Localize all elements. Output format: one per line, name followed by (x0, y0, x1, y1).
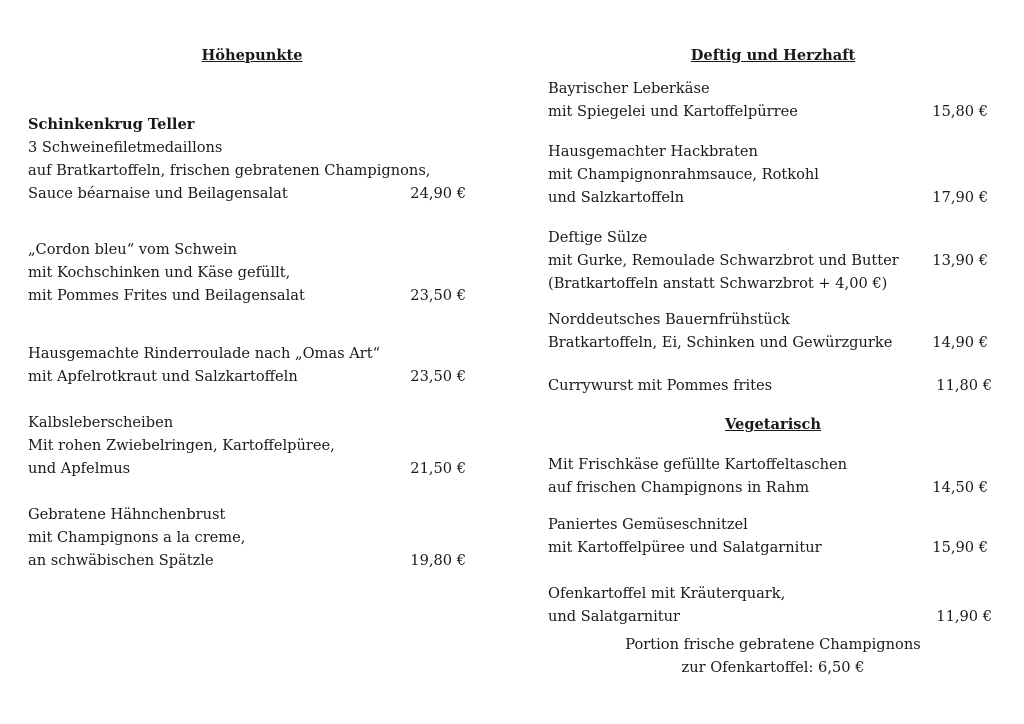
dish-title: Kalbsleberscheiben (28, 414, 174, 431)
dish-title: Norddeutsches Bauernfrühstück (548, 311, 790, 328)
dish-line: und Salzkartoffeln (548, 189, 685, 206)
dish-line: mit Gurke, Remoulade Schwarzbrot und Butter (548, 252, 899, 269)
dish-line: Sauce béarnaise und Beilagensalat (28, 185, 288, 202)
dish-price: 11,90 € (936, 608, 992, 625)
section-heading-deftig: Deftig und Herzhaft (690, 47, 856, 64)
dish-line: mit Kochschinken und Käse gefüllt, (28, 264, 291, 281)
dish-price: 15,90 € (932, 539, 988, 556)
dish-line: mit Pommes Frites und Beilagensalat (28, 287, 305, 304)
dish-line: mit Champignonrahmsauce, Rotkohl (548, 166, 819, 183)
section-heading-vegetarisch: Vegetarisch (725, 416, 821, 433)
dish-line: mit Champignons a la creme, (28, 529, 246, 546)
dish-price: 24,90 € (410, 185, 466, 202)
dish-note: (Bratkartoffeln anstatt Schwarzbrot + 4,00 €) (548, 275, 888, 292)
dish-line: mit Kartoffelpüree und Salatgarnitur (548, 539, 822, 556)
dish-line: auf Bratkartoffeln, frischen gebratenen Champignons, (28, 162, 431, 179)
dish-price: 23,50 € (410, 368, 466, 385)
dish-price: 11,80 € (936, 377, 992, 394)
dish-title: Mit Frischkäse gefüllte Kartoffeltaschen (548, 456, 848, 473)
dish-price: 23,50 € (410, 287, 466, 304)
dish-price: 19,80 € (410, 552, 466, 569)
dish-line: Bratkartoffeln, Ei, Schinken und Gewürzgurke (548, 334, 893, 351)
dish-line: mit Apfelrotkraut und Salzkartoffeln (28, 368, 298, 385)
dish-title: Gebratene Hähnchenbrust (28, 506, 226, 523)
dish-title: Bayrischer Leberkäse (548, 80, 710, 97)
side-note-line: Portion frische gebratene Champignons (625, 636, 921, 653)
dish-line: und Salatgarnitur (548, 608, 681, 625)
section-heading-hoehepunkte: Höhepunkte (201, 47, 303, 64)
dish-title: Paniertes Gemüseschnitzel (548, 516, 748, 533)
dish-line: an schwäbischen Spätzle (28, 552, 214, 569)
side-note-line: zur Ofenkartoffel: 6,50 € (681, 659, 865, 676)
dish-price: 13,90 € (932, 252, 988, 269)
dish-title: Currywurst mit Pommes frites (548, 377, 773, 394)
dish-line: mit Spiegelei und Kartoffelpürree (548, 103, 798, 120)
dish-price: 21,50 € (410, 460, 466, 477)
dish-line: und Apfelmus (28, 460, 131, 477)
dish-line: 3 Schweinefiletmedaillons (28, 139, 223, 156)
dish-title: Deftige Sülze (548, 229, 648, 246)
dish-price: 15,80 € (932, 103, 988, 120)
dish-price: 14,50 € (932, 479, 988, 496)
dish-title: Hausgemachte Rinderroulade nach „Omas Art“ (28, 345, 381, 362)
dish-title: Ofenkartoffel mit Kräuterquark, (548, 585, 786, 602)
dish-title: Hausgemachter Hackbraten (548, 143, 758, 160)
dish-title: Schinkenkrug Teller (28, 116, 195, 133)
dish-title: „Cordon bleu“ vom Schwein (28, 241, 238, 258)
dish-price: 17,90 € (932, 189, 988, 206)
dish-line: Mit rohen Zwiebelringen, Kartoffelpüree, (28, 437, 335, 454)
dish-price: 14,90 € (932, 334, 988, 351)
dish-line: auf frischen Champignons in Rahm (548, 479, 810, 496)
